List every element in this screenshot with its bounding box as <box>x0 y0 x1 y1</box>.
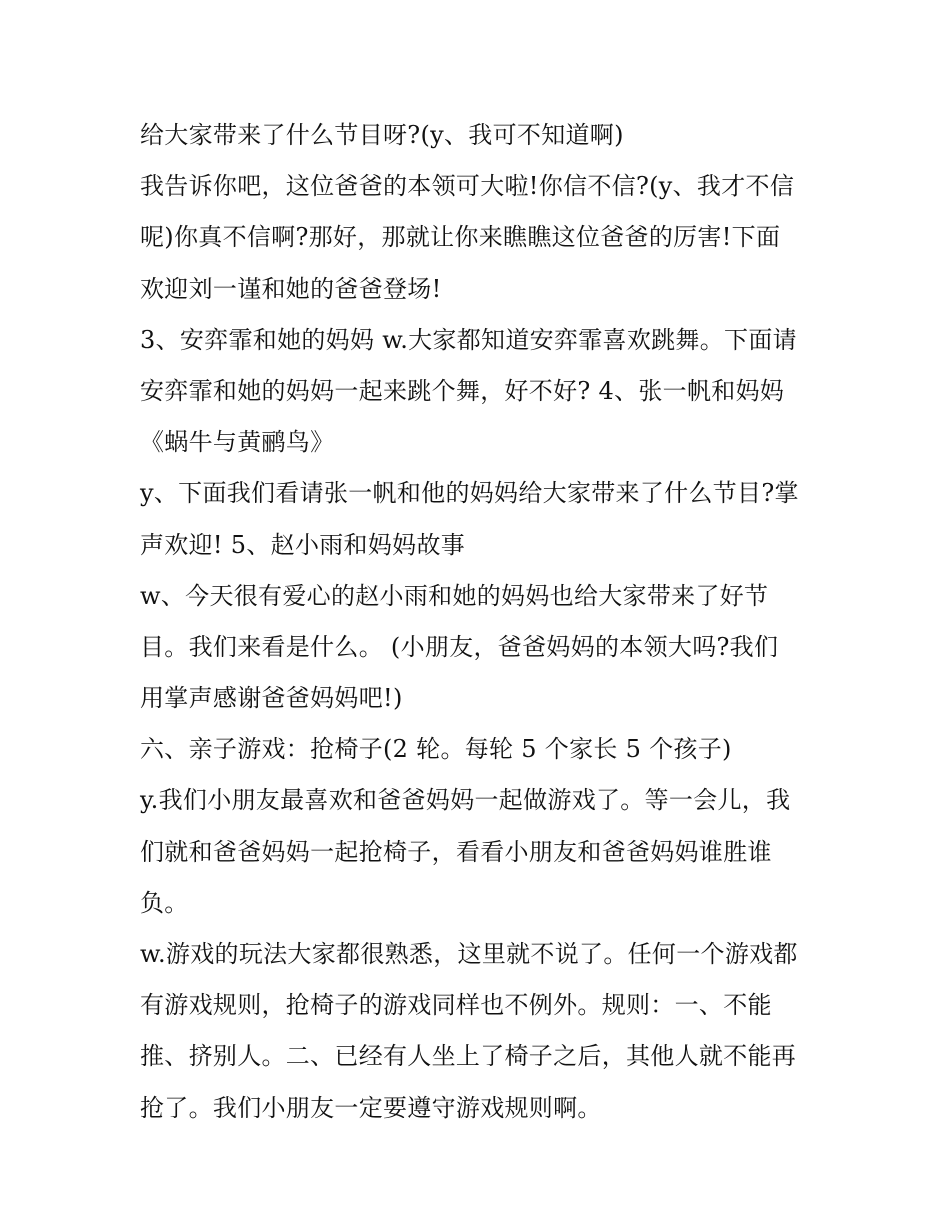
text-line: 给大家带来了什么节目呀?(y、我可不知道啊) <box>140 121 624 149</box>
text-line: 六、亲子游戏：抢椅子(2 轮。每轮 5 个家长 5 个孩子) <box>140 735 732 764</box>
text-line: y.我们小朋友最喜欢和爸爸妈妈一起做游戏了。等一会儿，我 <box>140 786 791 815</box>
text-line: y、下面我们看请张一帆和他的妈妈给大家带来了什么节目?掌 <box>140 479 799 508</box>
text-line: 3、安弈霏和她的妈妈 w.大家都知道安弈霏喜欢跳舞。下面请 <box>140 325 797 354</box>
text-line: 用掌声感谢爸爸妈妈吧!) <box>140 684 403 713</box>
text-line: 欢迎刘一谨和她的爸爸登场! <box>140 274 442 303</box>
text-line: w、今天很有爱心的赵小雨和她的妈妈也给大家带来了好节 <box>140 581 769 610</box>
text-line: 声欢迎! 5、赵小雨和妈妈故事 <box>140 530 466 559</box>
text-line: 目。我们来看是什么。 (小朋友，爸爸妈妈的本领大吗?我们 <box>140 632 779 661</box>
text-line: 《蜗牛与黄鹂鸟》 <box>140 428 335 457</box>
text-line: 负。 <box>140 888 189 917</box>
text-line: w.游戏的玩法大家都很熟悉，这里就不说了。任何一个游戏都 <box>140 940 798 968</box>
text-line: 呢)你真不信啊?那好，那就让你来瞧瞧这位爸爸的厉害!下面 <box>140 223 781 252</box>
document-text <box>140 110 820 1134</box>
text-line: 我告诉你吧，这位爸爸的本领可大啦!你信不信?(y、我才不信 <box>140 172 795 201</box>
text-line: 抢了。我们小朋友一定要遵守游戏规则啊。 <box>140 1093 602 1122</box>
text-line: 们就和爸爸妈妈一起抢椅子，看看小朋友和爸爸妈妈谁胜谁 <box>140 837 772 866</box>
text-line: 有游戏规则，抢椅子的游戏同样也不例外。规则：一、不能 <box>140 991 772 1020</box>
text-line: 推、挤别人。二、已经有人坐上了椅子之后，其他人就不能再 <box>140 1042 797 1071</box>
text-line: 安弈霏和她的妈妈一起来跳个舞，好不好? 4、张一帆和妈妈 <box>140 376 785 405</box>
